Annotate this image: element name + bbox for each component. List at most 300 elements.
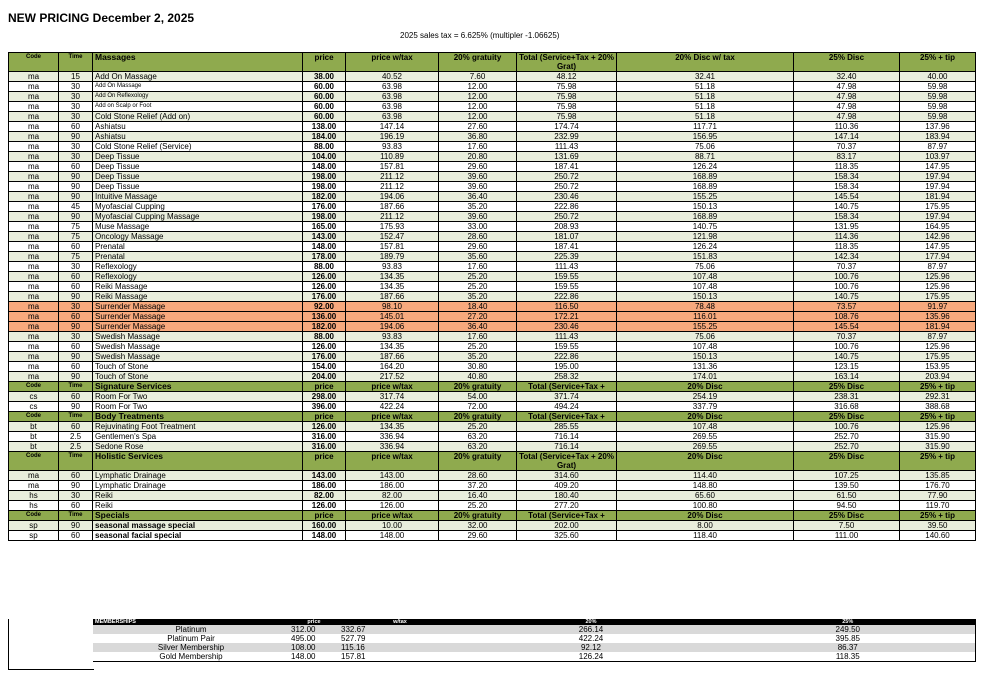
cell-service: Reflexology [93, 262, 303, 272]
header-total: Total (Service+Tax + [517, 382, 617, 392]
cell-price-w-tax: 336.94 [346, 442, 439, 452]
cell-total: 111.43 [517, 142, 617, 152]
header-price: price [303, 452, 346, 471]
cell-total: 48.12 [517, 72, 617, 82]
cell-service: Cold Stone Relief (Add on) [93, 112, 303, 122]
header-disc-25: 25% Disc [794, 452, 900, 471]
cell-total: 230.46 [517, 192, 617, 202]
membership-row [93, 625, 975, 634]
cell-price-w-tax: 10.00 [346, 521, 439, 531]
cell-disc-20: 151.83 [617, 252, 794, 262]
cell-time: 30 [59, 82, 93, 92]
cell-code: ma [9, 222, 59, 232]
cell-time: 2.5 [59, 432, 93, 442]
cell-service: Deep Tissue [93, 162, 303, 172]
cell-price-w-tax: 134.35 [346, 272, 439, 282]
table-row [9, 192, 976, 202]
section-header [9, 53, 976, 72]
header-gratuity: 20% gratuity [439, 412, 517, 422]
cell-service: Swedish Massage [93, 332, 303, 342]
cell-disc-25: 100.76 [794, 342, 900, 352]
cell-disc-25-tip: 197.94 [900, 172, 976, 182]
cell-price: 198.00 [303, 182, 346, 192]
cell-time: 30 [59, 332, 93, 342]
membership-price-w-tax: 157.81 [339, 652, 461, 662]
cell-price-w-tax: 211.12 [346, 212, 439, 222]
cell-disc-25-tip: 125.96 [900, 282, 976, 292]
cell-service: Room For Two [93, 392, 303, 402]
cell-price: 88.00 [303, 332, 346, 342]
cell-time: 30 [59, 142, 93, 152]
table-row [9, 122, 976, 132]
cell-disc-25-tip: 59.98 [900, 102, 976, 112]
cell-disc-25-tip: 203.94 [900, 372, 976, 382]
header-disc-20: 20% Disc [617, 412, 794, 422]
cell-service: Add On Massage [93, 82, 303, 92]
cell-price: 126.00 [303, 342, 346, 352]
cell-service: Muse Massage [93, 222, 303, 232]
cell-price-w-tax: 152.47 [346, 232, 439, 242]
cell-disc-25-tip: 315.90 [900, 442, 976, 452]
table-row [9, 202, 976, 212]
cell-total: 371.74 [517, 392, 617, 402]
cell-total: 187.41 [517, 242, 617, 252]
membership-price: 148.00 [289, 652, 339, 662]
cell-time: 30 [59, 102, 93, 112]
cell-gratuity: 29.60 [439, 162, 517, 172]
header-service: Body Treatments [93, 412, 303, 422]
cell-code: ma [9, 82, 59, 92]
cell-total: 222.86 [517, 202, 617, 212]
membership-name: Gold Membership [93, 652, 289, 662]
cell-gratuity: 27.60 [439, 122, 517, 132]
cell-total: 202.00 [517, 521, 617, 531]
header-disc-20: 20% Disc [617, 452, 794, 471]
cell-disc-25-tip: 315.90 [900, 432, 976, 442]
cell-service: Reiki [93, 501, 303, 511]
cell-disc-25: 158.34 [794, 182, 900, 192]
cell-price-w-tax: 82.00 [346, 491, 439, 501]
cell-price: 316.00 [303, 432, 346, 442]
cell-disc-20: 75.06 [617, 262, 794, 272]
table-row [9, 312, 976, 322]
cell-disc-20: 51.18 [617, 82, 794, 92]
header-time: Time [59, 412, 93, 422]
header-disc-20: 20% Disc w/ tax [617, 53, 794, 72]
membership-price-w-tax: 527.79 [341, 634, 366, 643]
cell-price-w-tax: 211.12 [346, 172, 439, 182]
cell-total: 232.99 [517, 132, 617, 142]
cell-service: seasonal massage special [93, 521, 303, 531]
cell-gratuity: 25.20 [439, 342, 517, 352]
cell-code: ma [9, 72, 59, 82]
cell-code: sp [9, 531, 59, 541]
cell-price: 148.00 [303, 531, 346, 541]
cell-disc-25-tip: 125.96 [900, 272, 976, 282]
table-row [9, 302, 976, 312]
cell-gratuity: 27.20 [439, 312, 517, 322]
cell-price: 60.00 [303, 82, 346, 92]
cell-time: 90 [59, 481, 93, 491]
cell-disc-25-tip: 87.97 [900, 332, 976, 342]
cell-price-w-tax: 194.06 [346, 322, 439, 332]
cell-time: 75 [59, 232, 93, 242]
cell-gratuity: 33.00 [439, 222, 517, 232]
header-total: Total (Service+Tax + [517, 412, 617, 422]
cell-gratuity: 17.60 [439, 142, 517, 152]
cell-price: 126.00 [303, 501, 346, 511]
cell-price-w-tax: 143.00 [346, 471, 439, 481]
cell-total: 230.46 [517, 322, 617, 332]
cell-price: 148.00 [303, 242, 346, 252]
header-disc-25: 25% Disc [794, 382, 900, 392]
table-row [9, 362, 976, 372]
table-row [9, 332, 976, 342]
cell-price-w-tax: 145.01 [346, 312, 439, 322]
cell-time: 90 [59, 172, 93, 182]
cell-price-w-tax: 164.20 [346, 362, 439, 372]
cell-disc-25: 252.70 [794, 432, 900, 442]
membership-25: 118.35 [721, 652, 975, 662]
cell-disc-20: 107.48 [617, 422, 794, 432]
cell-price-w-tax: 317.74 [346, 392, 439, 402]
cell-code: sp [9, 521, 59, 531]
cell-price: 126.00 [303, 272, 346, 282]
cell-price: 396.00 [303, 402, 346, 412]
cell-total: 494.24 [517, 402, 617, 412]
cell-code: ma [9, 102, 59, 112]
memberships-header-cell: w/tax [339, 619, 461, 625]
cell-gratuity: 18.40 [439, 302, 517, 312]
cell-price-w-tax: 187.66 [346, 292, 439, 302]
cell-price: 126.00 [303, 422, 346, 432]
cell-price-w-tax: 194.06 [346, 192, 439, 202]
cell-disc-25: 70.37 [794, 142, 900, 152]
table-row [9, 501, 976, 511]
cell-disc-25: 316.68 [794, 402, 900, 412]
cell-disc-25-tip: 183.94 [900, 132, 976, 142]
cell-price-w-tax: 148.00 [346, 531, 439, 541]
cell-disc-25-tip: 175.95 [900, 292, 976, 302]
cell-price-w-tax: 93.83 [346, 142, 439, 152]
cell-disc-25: 142.34 [794, 252, 900, 262]
cell-disc-25-tip: 181.94 [900, 322, 976, 332]
header-time: Time [59, 452, 93, 471]
cell-price-w-tax: 63.98 [346, 102, 439, 112]
table-row [9, 132, 976, 142]
cell-code: ma [9, 232, 59, 242]
cell-time: 30 [59, 491, 93, 501]
header-code: Code [9, 53, 59, 72]
cell-gratuity: 40.80 [439, 372, 517, 382]
cell-disc-25-tip: 59.98 [900, 112, 976, 122]
cell-time: 60 [59, 242, 93, 252]
cell-disc-20: 121.98 [617, 232, 794, 242]
membership-20: 126.24 [461, 652, 721, 662]
cell-total: 75.98 [517, 92, 617, 102]
cell-service: Swedish Massage [93, 342, 303, 352]
cell-disc-25: 100.76 [794, 272, 900, 282]
cell-disc-20: 51.18 [617, 102, 794, 112]
cell-service: Deep Tissue [93, 152, 303, 162]
cell-disc-25-tip: 292.31 [900, 392, 976, 402]
cell-total: 116.50 [517, 302, 617, 312]
cell-disc-20: 100.80 [617, 501, 794, 511]
cell-disc-25-tip: 197.94 [900, 212, 976, 222]
cell-code: ma [9, 182, 59, 192]
cell-price-w-tax: 187.66 [346, 352, 439, 362]
memberships-header-cell: 20% [461, 619, 721, 625]
membership-name: Platinum Pair [167, 634, 215, 643]
cell-code: ma [9, 112, 59, 122]
cell-disc-25: 118.35 [794, 242, 900, 252]
membership-name: Platinum [93, 625, 289, 634]
cell-disc-20: 88.71 [617, 152, 794, 162]
cell-disc-20: 114.40 [617, 471, 794, 481]
membership-price: 108.00 [289, 643, 339, 652]
table-row [9, 92, 976, 102]
cell-disc-20: 269.55 [617, 432, 794, 442]
cell-disc-20: 131.36 [617, 362, 794, 372]
cell-disc-25-tip: 153.95 [900, 362, 976, 372]
cell-service: Touch of Stone [93, 362, 303, 372]
cell-service: Deep Tissue [93, 172, 303, 182]
cell-price: 82.00 [303, 491, 346, 501]
cell-price: 126.00 [303, 282, 346, 292]
header-disc-25-tip: 25% + tip [900, 412, 976, 422]
cell-total: 225.39 [517, 252, 617, 262]
header-disc-20: 20% Disc [617, 511, 794, 521]
cell-code: ma [9, 152, 59, 162]
cell-disc-25-tip: 87.97 [900, 142, 976, 152]
page-title: NEW PRICING December 2, 2025 [8, 11, 195, 25]
table-row [9, 272, 976, 282]
cell-total: 409.20 [517, 481, 617, 491]
header-price-w-tax: price w/tax [346, 53, 439, 72]
cell-time: 90 [59, 402, 93, 412]
cell-price: 204.00 [303, 372, 346, 382]
cell-total: 111.43 [517, 332, 617, 342]
cell-gratuity: 12.00 [439, 112, 517, 122]
cell-service: Surrender Massage [93, 302, 303, 312]
table-row [9, 432, 976, 442]
cell-price-w-tax: 63.98 [346, 92, 439, 102]
cell-code: bt [9, 422, 59, 432]
cell-disc-20: 150.13 [617, 292, 794, 302]
header-price-w-tax: price w/tax [346, 452, 439, 471]
header-disc-25-tip: 25% + tip [900, 53, 976, 72]
table-row [9, 372, 976, 382]
cell-price-w-tax: 93.83 [346, 262, 439, 272]
membership-row [93, 652, 975, 662]
cell-price: 92.00 [303, 302, 346, 312]
cell-service: Ashiatsu [93, 122, 303, 132]
cell-price: 176.00 [303, 352, 346, 362]
cell-code: ma [9, 282, 59, 292]
header-gratuity: 20% gratuity [439, 452, 517, 471]
cell-service: Reiki Massage [93, 292, 303, 302]
membership-20: 92.12 [461, 643, 721, 652]
header-price: price [303, 412, 346, 422]
cell-price: 38.00 [303, 72, 346, 82]
cell-disc-25: 100.76 [794, 282, 900, 292]
cell-disc-20: 126.24 [617, 162, 794, 172]
cell-disc-25: 108.76 [794, 312, 900, 322]
cell-price: 165.00 [303, 222, 346, 232]
cell-time: 60 [59, 362, 93, 372]
header-disc-25: 25% Disc [794, 511, 900, 521]
cell-disc-25: 252.70 [794, 442, 900, 452]
cell-total: 222.86 [517, 352, 617, 362]
cell-service: Room For Two [93, 402, 303, 412]
cell-service: Lymphatic Drainage [93, 471, 303, 481]
header-disc-25-tip: 25% + tip [900, 511, 976, 521]
cell-service: Reflexology [93, 272, 303, 282]
cell-total: 187.41 [517, 162, 617, 172]
cell-code: ma [9, 262, 59, 272]
cell-disc-25: 47.98 [794, 92, 900, 102]
cell-price: 143.00 [303, 232, 346, 242]
table-row [9, 282, 976, 292]
cell-price-w-tax: 134.35 [346, 282, 439, 292]
cell-code: hs [9, 501, 59, 511]
cell-disc-25: 145.54 [794, 192, 900, 202]
cell-price-w-tax: 63.98 [346, 112, 439, 122]
table-row [9, 471, 976, 481]
cell-code: cs [9, 402, 59, 412]
cell-service: seasonal facial special [93, 531, 303, 541]
cell-service: Add On Reflexology [93, 92, 303, 102]
cell-disc-25: 139.50 [794, 481, 900, 491]
header-time: Time [59, 511, 93, 521]
cell-total: 250.72 [517, 172, 617, 182]
header-price-w-tax: price w/tax [346, 511, 439, 521]
cell-gratuity: 29.60 [439, 242, 517, 252]
table-row [9, 142, 976, 152]
cell-disc-20: 140.75 [617, 222, 794, 232]
cell-code: ma [9, 362, 59, 372]
cell-code: ma [9, 352, 59, 362]
cell-price-w-tax: 422.24 [346, 402, 439, 412]
cell-disc-20: 117.71 [617, 122, 794, 132]
cell-disc-20: 107.48 [617, 272, 794, 282]
cell-gratuity: 12.00 [439, 92, 517, 102]
cell-time: 90 [59, 372, 93, 382]
cell-total: 222.86 [517, 292, 617, 302]
cell-disc-25: 123.15 [794, 362, 900, 372]
header-service: Holistic Services [93, 452, 303, 471]
cell-total: 314.60 [517, 471, 617, 481]
table-row [9, 172, 976, 182]
header-gratuity: 20% gratuity [439, 511, 517, 521]
cell-gratuity: 32.00 [439, 521, 517, 531]
header-price: price [303, 53, 346, 72]
cell-service: Cold Stone Relief (Service) [93, 142, 303, 152]
cell-price: 148.00 [303, 162, 346, 172]
membership-row [93, 634, 975, 643]
cell-disc-20: 337.79 [617, 402, 794, 412]
cell-disc-25: 163.14 [794, 372, 900, 382]
cell-service: Lymphatic Drainage [93, 481, 303, 491]
cell-disc-20: 174.01 [617, 372, 794, 382]
cell-disc-20: 51.18 [617, 92, 794, 102]
cell-disc-20: 75.06 [617, 142, 794, 152]
cell-total: 285.55 [517, 422, 617, 432]
cell-disc-25: 32.40 [794, 72, 900, 82]
cell-total: 159.55 [517, 282, 617, 292]
cell-code: cs [9, 392, 59, 402]
table-row [9, 162, 976, 172]
cell-disc-25: 238.31 [794, 392, 900, 402]
cell-disc-25: 107.25 [794, 471, 900, 481]
cell-total: 131.69 [517, 152, 617, 162]
cell-time: 75 [59, 222, 93, 232]
cell-service: Add On Massage [93, 72, 303, 82]
cell-gratuity: 7.60 [439, 72, 517, 82]
memberships-header-cell: MEMBERSHIPS [93, 619, 289, 625]
cell-code: ma [9, 302, 59, 312]
cell-code: ma [9, 242, 59, 252]
table-row [9, 292, 976, 302]
table-row [9, 491, 976, 501]
cell-service: Oncology Massage [93, 232, 303, 242]
cell-price: 176.00 [303, 292, 346, 302]
cell-disc-20: 155.25 [617, 192, 794, 202]
cell-time: 60 [59, 392, 93, 402]
memberships-table [93, 619, 976, 662]
cell-disc-20: 168.89 [617, 172, 794, 182]
cell-time: 90 [59, 352, 93, 362]
cell-price-w-tax: 336.94 [346, 432, 439, 442]
table-row [9, 442, 976, 452]
cell-disc-25-tip: 125.96 [900, 422, 976, 432]
cell-code: bt [9, 442, 59, 452]
cell-price: 184.00 [303, 132, 346, 142]
cell-price-w-tax: 157.81 [346, 162, 439, 172]
header-disc-25: 25% Disc [794, 53, 900, 72]
cell-disc-25: 147.14 [794, 132, 900, 142]
cell-code: ma [9, 172, 59, 182]
table-row [9, 422, 976, 432]
cell-disc-25: 111.00 [794, 531, 900, 541]
cell-service: Myofascial Cupping [93, 202, 303, 212]
cell-code: ma [9, 342, 59, 352]
cell-time: 60 [59, 272, 93, 282]
cell-time: 75 [59, 252, 93, 262]
cell-gratuity: 28.60 [439, 471, 517, 481]
memberships-header-cell: 25% [721, 619, 975, 625]
cell-disc-20: 150.13 [617, 352, 794, 362]
cell-code: ma [9, 272, 59, 282]
cell-code: ma [9, 132, 59, 142]
cell-code: ma [9, 122, 59, 132]
cell-time: 45 [59, 202, 93, 212]
header-price: price [303, 382, 346, 392]
cell-disc-25-tip: 39.50 [900, 521, 976, 531]
cell-service: Reiki Massage [93, 282, 303, 292]
cell-disc-20: 107.48 [617, 282, 794, 292]
cell-disc-25: 94.50 [794, 501, 900, 511]
cell-total: 180.40 [517, 491, 617, 501]
cell-gratuity: 12.00 [439, 82, 517, 92]
cell-time: 60 [59, 162, 93, 172]
cell-price: 104.00 [303, 152, 346, 162]
membership-20: 422.24 [578, 634, 604, 643]
header-code: Code [9, 412, 59, 422]
cell-price: 138.00 [303, 122, 346, 132]
header-code: Code [9, 382, 59, 392]
cell-disc-20: 150.13 [617, 202, 794, 212]
